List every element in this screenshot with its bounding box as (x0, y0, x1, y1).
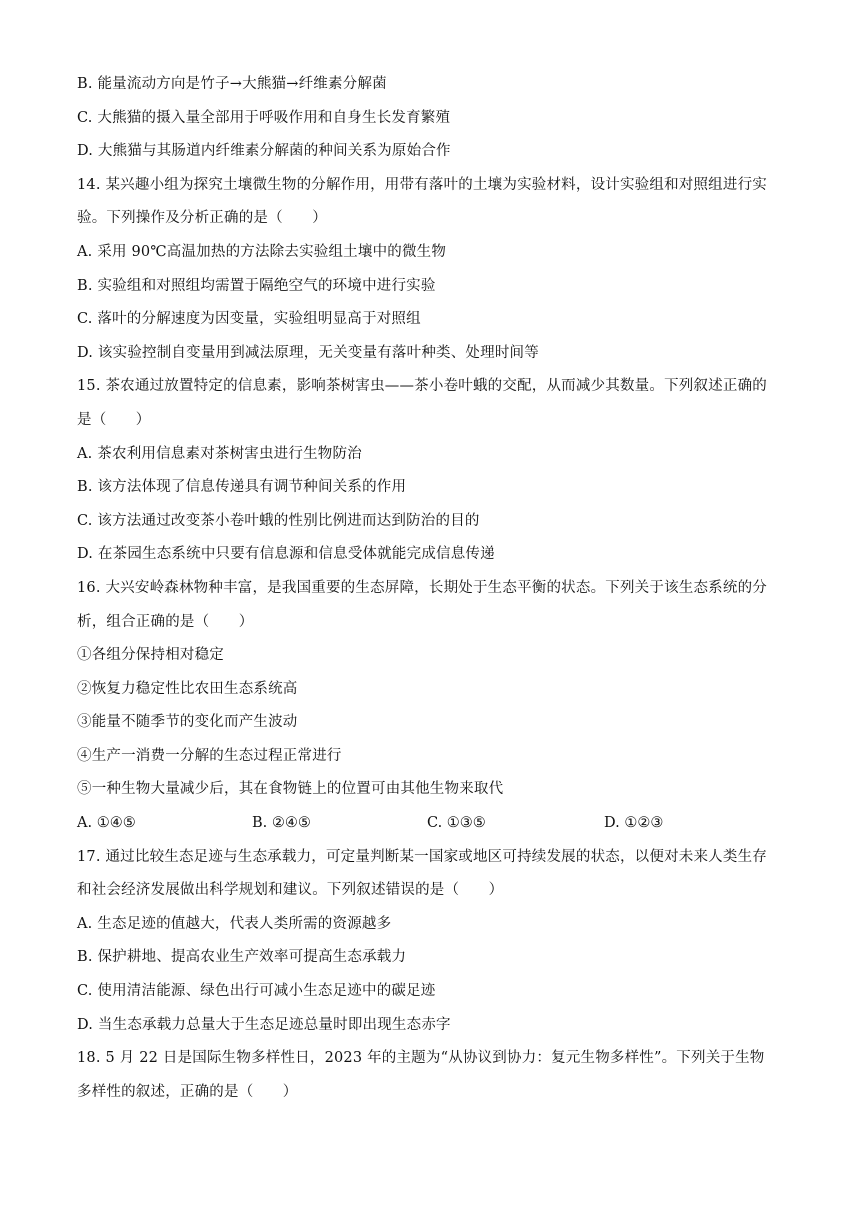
q15-option-d: D. 在茶园生态系统中只要有信息源和信息受体就能完成信息传递 (77, 546, 495, 563)
q15-option-a: A. 茶农利用信息素对茶树害虫进行生物防治 (77, 445, 362, 462)
q16-item-4: ④生产一消费一分解的生态过程正常进行 (77, 747, 342, 764)
q17-option-d: D. 当生态承载力总量大于生态足迹总量时即出现生态赤字 (77, 1016, 451, 1033)
q16-item-2: ②恢复力稳定性比农田生态系统高 (77, 680, 298, 697)
q16-option-b: B. ②④⑤ (252, 815, 311, 832)
q17-option-c: C. 使用清洁能源、绿色出行可减小生态足迹中的碳足迹 (77, 983, 436, 1000)
q17-stem-line1: 17. 通过比较生态足迹与生态承载力，可定量判断某一国家或地区可持续发展的状态，以便对未来人类生存 (77, 848, 767, 865)
q18-stem-line1: 18. 5 月 22 日是国际生物多样性日，2023 年的主题为“从协议到协力：复元生物多样性”。下列关于生物 (77, 1050, 765, 1067)
q17-option-a: A. 生态足迹的值越大，代表人类所需的资源越多 (77, 915, 392, 932)
q16-stem-line2: 析，组合正确的是（ ） (77, 613, 254, 630)
q16-options-row (77, 807, 797, 841)
q17-stem-line2: 和社会经济发展做出科学规划和建议。下列叙述错误的是（ ） (77, 882, 504, 899)
exam-page (77, 68, 797, 1109)
q16-option-a: A. ①④⑤ (77, 815, 136, 832)
q14-option-b: B. 实验组和对照组均需置于隔绝空气的环境中进行实验 (77, 277, 436, 294)
q13-option-c: C. 大熊猫的摄入量全部用于呼吸作用和自身生长发育繁殖 (77, 109, 451, 126)
q14-option-c: C. 落叶的分解速度为因变量，实验组明显高于对照组 (77, 311, 421, 328)
q14-stem-line2: 验。下列操作及分析正确的是（ ） (77, 210, 327, 227)
q13-option-d: D. 大熊猫与其肠道内纤维素分解菌的种间关系为原始合作 (77, 143, 451, 160)
q14-option-a: A. 采用 90℃高温加热的方法除去实验组土壤中的微生物 (77, 243, 447, 260)
q16-option-c: C. ①③⑤ (427, 815, 486, 832)
q14-stem-line1: 14. 某兴趣小组为探究土壤微生物的分解作用，用带有落叶的土壤为实验材料，设计实验组和对照组进行实 (77, 176, 767, 193)
q15-option-b: B. 该方法体现了信息传递具有调节种间关系的作用 (77, 479, 407, 496)
q15-stem-line1: 15. 茶农通过放置特定的信息素，影响茶树害虫——茶小卷叶蛾的交配，从而减少其数量。下列叙述正确的 (77, 378, 767, 395)
q15-stem-line2: 是（ ） (77, 411, 151, 428)
q15-option-c: C. 该方法通过改变茶小卷叶蛾的性别比例进而达到防治的目的 (77, 512, 480, 529)
q17-option-b: B. 保护耕地、提高农业生产效率可提高生态承载力 (77, 949, 407, 966)
q16-item-1: ①各组分保持相对稳定 (77, 647, 224, 664)
q18-stem-line2: 多样性的叙述，正确的是（ ） (77, 1083, 298, 1100)
q16-item-5: ⑤一种生物大量减少后，其在食物链上的位置可由其他生物来取代 (77, 781, 504, 798)
q16-item-3: ③能量不随季节的变化而产生波动 (77, 714, 298, 731)
q16-stem-line1: 16. 大兴安岭森林物种丰富，是我国重要的生态屏障，长期处于生态平衡的状态。下列关于该生态系统的分 (77, 579, 767, 596)
q13-option-b: B. 能量流动方向是竹子→大熊猫→纤维素分解菌 (77, 76, 387, 92)
q16-option-d: D. ①②③ (604, 815, 664, 832)
q14-option-d: D. 该实验控制自变量用到减法原理，无关变量有落叶种类、处理时间等 (77, 344, 539, 361)
